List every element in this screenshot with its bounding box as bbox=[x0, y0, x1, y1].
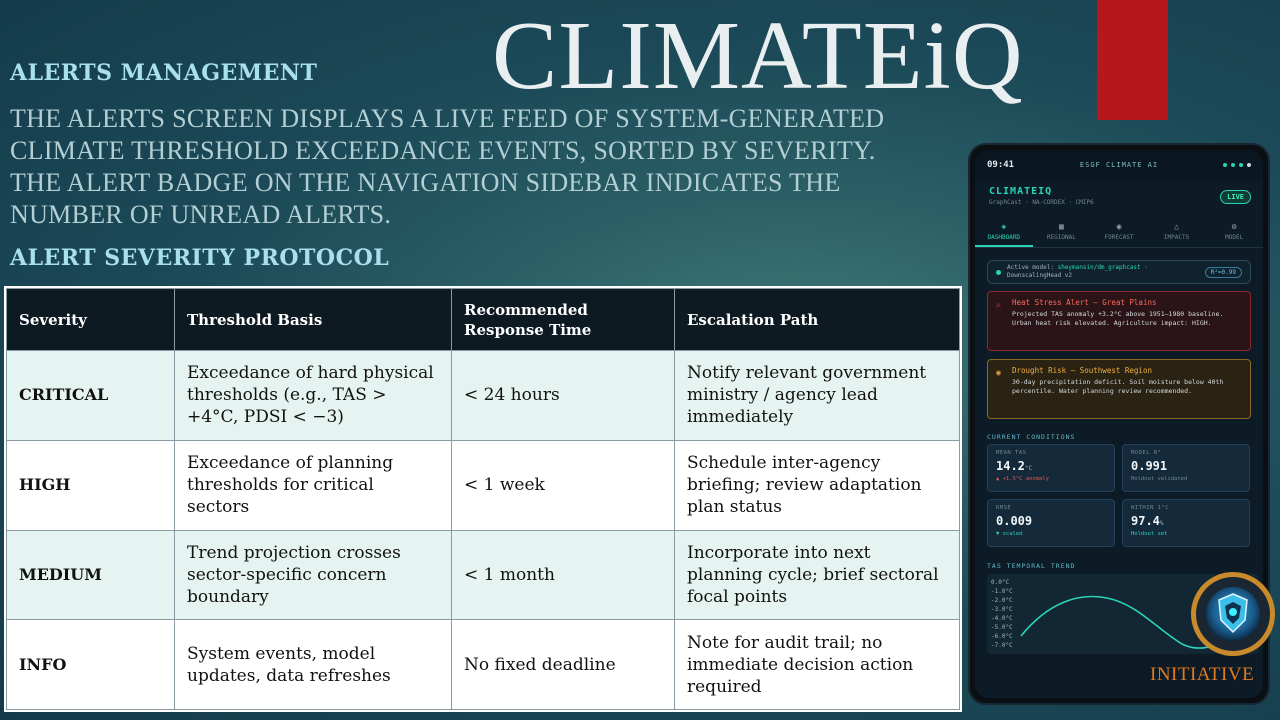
escalation-cell: Incorporate into next planning cycle; brief sectoral focal points bbox=[675, 530, 960, 620]
severity-cell: CRITICAL bbox=[7, 351, 175, 441]
model-prefix: Active model: bbox=[1007, 264, 1058, 271]
target-icon: ◉ bbox=[1116, 222, 1122, 231]
dashboard-icon: ◈ bbox=[1001, 222, 1007, 231]
model-suffix: · DownscalingHead v2 bbox=[1007, 264, 1148, 279]
tab-label: FORECAST bbox=[1104, 234, 1134, 241]
tab-forecast[interactable] bbox=[1090, 220, 1148, 247]
metric-note: ▼ scaled bbox=[996, 531, 1023, 537]
response-cell: No fixed deadline bbox=[452, 620, 675, 710]
status-dot-icon bbox=[996, 270, 1001, 275]
y-tick-label: 0.0°C bbox=[991, 579, 1010, 586]
severity-cell: MEDIUM bbox=[7, 530, 175, 620]
header-severity: Severity bbox=[7, 289, 175, 351]
metric-value bbox=[996, 514, 1106, 528]
severity-cell: HIGH bbox=[7, 440, 175, 530]
header-escalation-path: Escalation Path bbox=[675, 289, 960, 351]
gear-icon: ⚙ bbox=[1231, 222, 1237, 231]
severity-protocol-heading: ALERT SEVERITY PROTOCOL bbox=[10, 245, 390, 271]
threshold-cell: System events, model updates, data refreshes bbox=[175, 620, 452, 710]
current-conditions-label: CURRENT CONDITIONS bbox=[987, 433, 1076, 441]
metric-label: RMSE bbox=[996, 505, 1012, 511]
severity-table bbox=[4, 286, 962, 712]
y-tick-label: -7.0°C bbox=[991, 642, 1013, 649]
tab-bar bbox=[975, 220, 1263, 248]
status-title: ESGF CLIMATE AI bbox=[1079, 161, 1159, 169]
response-cell: < 1 month bbox=[452, 530, 675, 620]
tab-impacts[interactable] bbox=[1148, 220, 1206, 247]
escalation-cell: Note for audit trail; no immediate decision action required bbox=[675, 620, 960, 710]
intro-paragraph: THE ALERTS SCREEN DISPLAYS A LIVE FEED OF SYSTEM-GENERATED CLIMATE THRESHOLD EXCEEDANCE EVENTS, SORTED BY SEVERITY. THE ALERT BADGE ON THE NAVIGATION SIDEBAR INDICATES THE NUMBER OF UNREAD ALERTS. bbox=[10, 104, 885, 229]
model-name: sheymansin/dm_graphcast bbox=[1057, 264, 1141, 271]
header-response-time: Recommended Response Time bbox=[452, 289, 675, 351]
y-axis-ticks bbox=[991, 579, 1013, 649]
warning-triangle-icon: △ bbox=[1174, 222, 1179, 231]
metric-label: WITHIN 1°C bbox=[1131, 505, 1170, 511]
metric-label: MODEL R² bbox=[1131, 450, 1162, 456]
handsonlabs-badge-logo bbox=[1189, 570, 1277, 658]
metric-number: 0.991 bbox=[1131, 459, 1168, 473]
response-cell: < 1 week bbox=[452, 440, 675, 530]
header-threshold-basis: Threshold Basis bbox=[175, 289, 452, 351]
brand-title: CLIMATEiQ bbox=[492, 2, 1024, 110]
metric-note: ▲ +1.5°C anomaly bbox=[996, 476, 1049, 482]
metric-card bbox=[987, 444, 1115, 492]
tab-label: MODEL bbox=[1225, 234, 1244, 241]
red-accent-block bbox=[1097, 0, 1168, 120]
drop-icon: ◉ bbox=[996, 368, 1001, 377]
status-time: 09:41 bbox=[987, 160, 1015, 170]
warning-icon: ⚠ bbox=[996, 300, 1001, 309]
grid-icon: ▦ bbox=[1058, 222, 1064, 231]
severity-cell: INFO bbox=[7, 620, 175, 710]
status-bar bbox=[975, 150, 1263, 180]
alert-body: Projected TAS anomaly +3.2°C above 1951–1980 baseline. Urban heat risk elevated. Agriculture impact: HIGH. bbox=[1012, 310, 1224, 327]
active-model-text bbox=[1007, 264, 1205, 280]
y-tick-label: -3.0°C bbox=[991, 606, 1013, 613]
metric-number: 0.009 bbox=[996, 514, 1033, 528]
tab-dashboard[interactable] bbox=[975, 220, 1033, 247]
alert-title: Heat Stress Alert — Great Plains bbox=[1012, 298, 1157, 307]
alert-body: 30-day precipitation deficit. Soil moisture below 40th percentile. Water planning review recommended. bbox=[1012, 378, 1224, 395]
metric-note: Holdout validated bbox=[1131, 476, 1188, 482]
response-cell: < 24 hours bbox=[452, 351, 675, 441]
y-tick-label: -6.0°C bbox=[991, 633, 1013, 640]
threshold-cell: Exceedance of planning thresholds for critical sectors bbox=[175, 440, 452, 530]
escalation-cell: Notify relevant government ministry / agency lead immediately bbox=[675, 351, 960, 441]
metric-note: Holdout set bbox=[1131, 531, 1168, 537]
drought-risk-alert-card[interactable] bbox=[987, 359, 1251, 419]
metric-number: 14.2 bbox=[996, 459, 1025, 473]
app-name: CLIMATEIQ bbox=[989, 186, 1053, 197]
metric-card bbox=[1122, 444, 1250, 492]
tas-trend-label: TAS TEMPORAL TREND bbox=[987, 562, 1076, 570]
metric-value bbox=[996, 459, 1106, 473]
metric-unit: % bbox=[1159, 520, 1164, 527]
metric-number: 97.4 bbox=[1131, 514, 1160, 528]
table-row bbox=[7, 530, 960, 620]
metric-value bbox=[1131, 514, 1241, 528]
active-model-pill[interactable] bbox=[987, 260, 1251, 284]
heat-stress-alert-card[interactable] bbox=[987, 291, 1251, 351]
tab-regional[interactable] bbox=[1033, 220, 1091, 247]
app-header bbox=[975, 180, 1263, 220]
threshold-cell: Trend projection crosses sector-specific concern boundary bbox=[175, 530, 452, 620]
y-tick-label: -5.0°C bbox=[991, 624, 1013, 631]
y-tick-label: -1.0°C bbox=[991, 588, 1013, 595]
live-badge: LIVE bbox=[1220, 190, 1251, 204]
initiative-label: INITIATIVE bbox=[1150, 664, 1255, 685]
threshold-cell: Exceedance of hard physical thresholds (e.g., TAS > +4°C, PDSI < −3) bbox=[175, 351, 452, 441]
alerts-management-heading: ALERTS MANAGEMENT bbox=[10, 60, 318, 86]
y-tick-label: -2.0°C bbox=[991, 597, 1013, 604]
alert-title: Drought Risk — Southwest Region bbox=[1012, 366, 1152, 375]
y-tick-label: -4.0°C bbox=[991, 615, 1013, 622]
table-row bbox=[7, 440, 960, 530]
table-header-row bbox=[7, 289, 960, 351]
metric-label: MEAN TAS bbox=[996, 450, 1027, 456]
metric-card bbox=[1122, 499, 1250, 547]
r2-badge: R²=0.99 bbox=[1205, 267, 1242, 278]
tab-label: IMPACTS bbox=[1163, 234, 1190, 241]
escalation-cell: Schedule inter-agency briefing; review adaptation plan status bbox=[675, 440, 960, 530]
metric-unit: °C bbox=[1024, 465, 1033, 472]
metric-card bbox=[987, 499, 1115, 547]
table-row bbox=[7, 620, 960, 710]
app-subtitle: GraphCast · NA-CORDEX · CMIP6 bbox=[989, 199, 1094, 206]
table-row bbox=[7, 351, 960, 441]
tab-label: REGIONAL bbox=[1046, 234, 1076, 241]
tab-label: DASHBOARD bbox=[987, 234, 1021, 241]
tab-model[interactable] bbox=[1205, 220, 1263, 247]
metric-value bbox=[1131, 459, 1241, 473]
